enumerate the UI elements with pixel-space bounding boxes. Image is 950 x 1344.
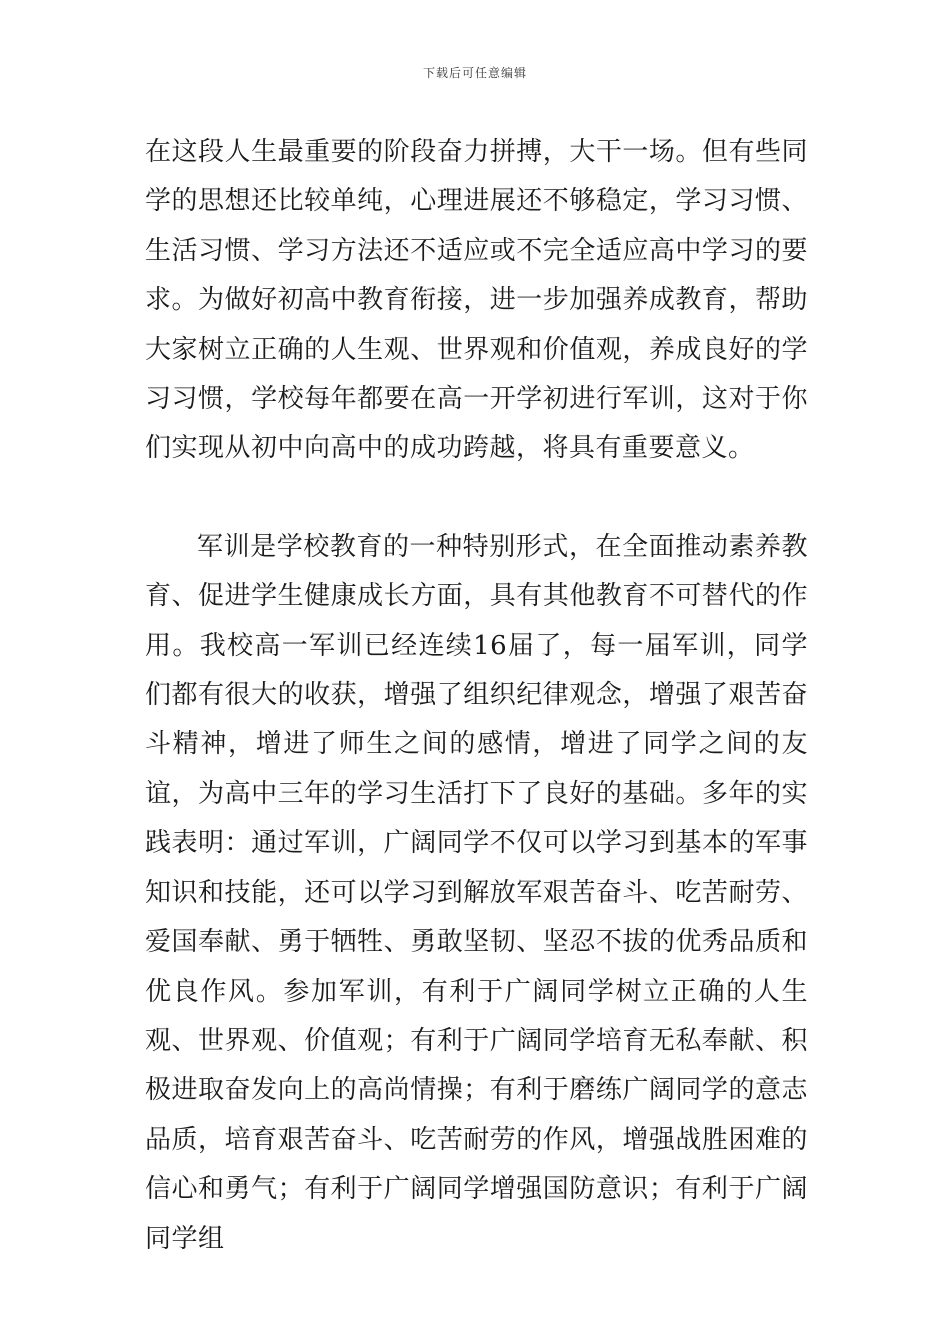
paragraph-continuation: 在这段人生最重要的阶段奋力拼搏，大干一场。但有些同学的思想还比较单纯，心理进展还不够稳定，学习习惯、生活习惯、学习方法还不适应或不完全适应高中学习的要求。为做好初高中教育衔接，进一步加强养成教育，帮助大家树立正确的人生观、世界观和价值观，养成良好的学习习惯，学校每年都要在高一开学初进行军训，这对于你们实现从初中向高中的成功跨越，将具有重要意义。 xyxy=(145,137,808,464)
document-body xyxy=(145,128,808,1264)
page-header: 下载后可任意编辑 xyxy=(422,66,527,80)
paragraph-military-training: 军训是学校教育的一种特别形式，在全面推动素养教育、促进学生健康成长方面，具有其他教育不可替代的作用。我校高一军训已经连续16届了，每一届军训，同学们都有很大的收获，增强了组织纪律观念，增强了艰苦奋斗精神，增进了师生之间的感情，增进了同学之间的友谊，为高中三年的学习生活打下了良好的基础。多年的实践表明：通过军训，广阔同学不仅可以学习到基本的军事知识和技能，还可以学习到解放军艰苦奋斗、吃苦耐劳、爱国奉献、勇于牺牲、勇敢坚韧、坚忍不拔的优秀品质和优良作风。参加军训，有利于广阔同学树立正确的人生观、世界观、价值观；有利于广阔同学培育无私奉献、积极进取奋发向上的高尚情操；有利于磨练广阔同学的意志品质，培育艰苦奋斗、吃苦耐劳的作风，增强战胜困难的信心和勇气；有利于广阔同学增强国防意识；有利于广阔同学组 xyxy=(145,531,808,1254)
